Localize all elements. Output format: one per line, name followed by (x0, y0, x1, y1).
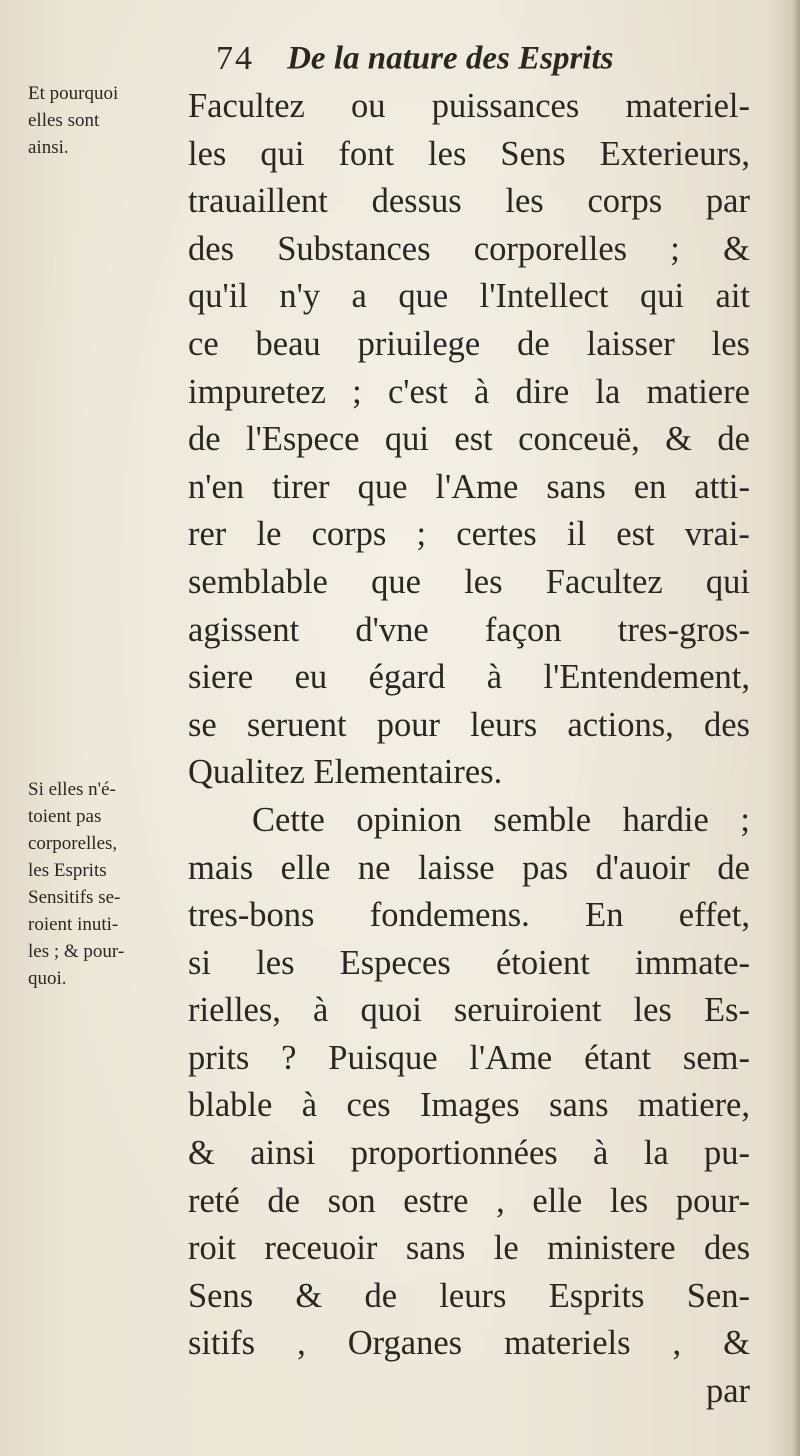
text-line: Cette opinion semble hardie ; (252, 800, 750, 839)
text-line: qu'il n'y a que l'Intellect qui ait (188, 277, 750, 316)
page-number: 74 (216, 40, 254, 77)
text-line: rielles, à quoi seruiroient les Es- (188, 991, 750, 1030)
text-line: Sens & de leurs Esprits Sen- (188, 1276, 750, 1315)
text-line: roit receuoir sans le ministere des (188, 1229, 750, 1268)
text-line: sitifs , Organes materiels , & (188, 1324, 750, 1363)
text-line: n'en tirer que l'Ame sans en atti- (188, 467, 750, 506)
page-edge-shadow (792, 0, 800, 1456)
running-head-title: De la nature des Esprits (287, 40, 614, 77)
margin-note-line: les Esprits (28, 860, 107, 881)
body-text (188, 83, 750, 1416)
margin-note-line: Sensitifs se- (28, 887, 121, 908)
text-line: agissent d'vne façon tres-gros- (188, 610, 750, 649)
margin-note-line: ainsi. (28, 137, 69, 158)
text-line: semblable que les Facultez qui (188, 562, 750, 601)
text-line: reté de son estre , elle les pour- (188, 1181, 750, 1220)
text-line: tres-bons fondemens. En effet, (188, 896, 750, 935)
margin-note-why (28, 80, 188, 161)
text-line: ce beau priuilege de laisser les (188, 324, 750, 363)
text-line: Facultez ou puissances materiel- (188, 87, 750, 125)
text-line: blable à ces Images sans matiere, (188, 1086, 750, 1125)
text-line: de l'Espece qui est conceuë, & de (188, 420, 750, 459)
text-line: impuretez ; c'est à dire la matiere (188, 372, 750, 411)
text-line: se seruent pour leurs actions, des (188, 705, 750, 744)
catchword: par (705, 1372, 750, 1411)
margin-note-line: corporelles, (28, 833, 118, 854)
margin-note-line: Si elles n'é- (28, 779, 116, 800)
margin-note-line: Et pourquoi (28, 83, 119, 104)
text-line: siere eu égard à l'Entendement, (188, 658, 750, 697)
text-line: mais elle ne laisse pas d'auoir de (188, 848, 750, 887)
text-line: & ainsi proportionnées à la pu- (188, 1134, 750, 1173)
margin-note-line: les ; & pour- (28, 941, 125, 962)
margin-note-line: toient pas (28, 806, 102, 827)
text-line: trauaillent dessus les corps par (188, 182, 750, 221)
text-line: des Substances corporelles ; & (188, 229, 750, 268)
text-line: si les Especes étoient immate- (188, 943, 750, 982)
text-line: prits ? Puisque l'Ame étant sem- (188, 1038, 750, 1077)
margin-note-line: roient inuti- (28, 914, 119, 935)
text-line: rer le corps ; certes il est vrai- (188, 515, 750, 554)
margin-note-corporeal (28, 776, 188, 992)
margin-note-line: quoi. (28, 968, 67, 989)
text-line: les qui font les Sens Exterieurs, (188, 134, 750, 173)
margin-note-line: elles sont (28, 110, 100, 131)
text-line: Qualitez Elementaires. (188, 753, 503, 792)
